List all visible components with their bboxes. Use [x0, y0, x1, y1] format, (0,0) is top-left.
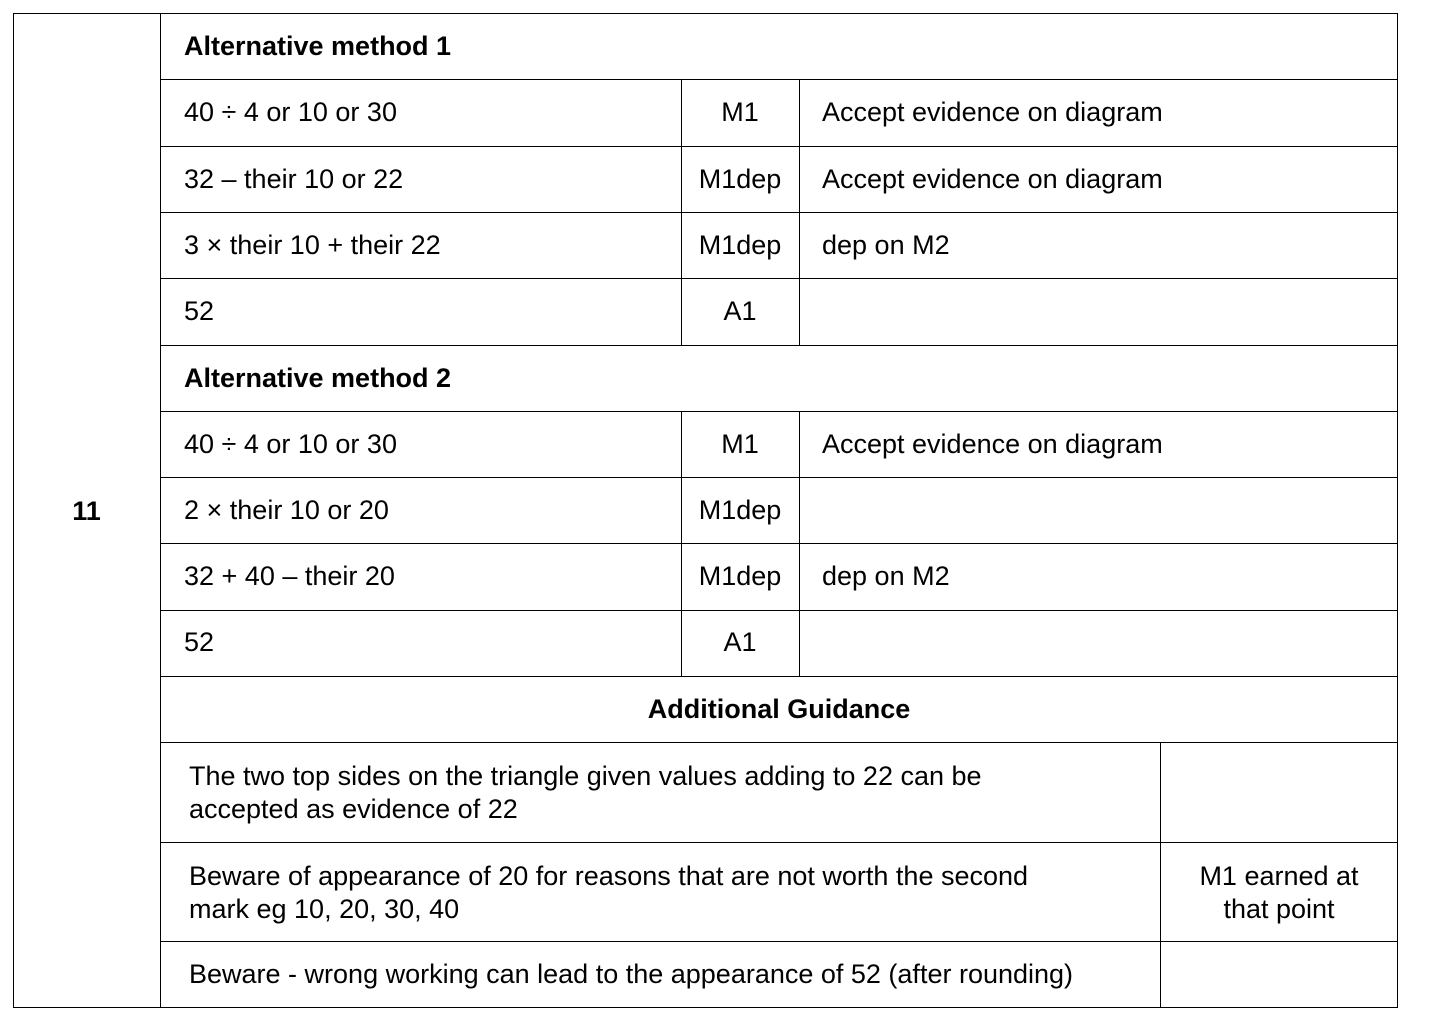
- row-line: [160, 676, 1398, 677]
- method2-mark: M1dep: [698, 561, 782, 591]
- method2-comment: Accept evidence on diagram: [822, 429, 1163, 459]
- method1-working: 52: [184, 296, 215, 326]
- border-right: [1397, 13, 1398, 1008]
- row-line: [160, 742, 1398, 743]
- border-bottom: [13, 1007, 1398, 1008]
- row-line: [160, 411, 1398, 412]
- comment-column-divider: [799, 411, 800, 677]
- method2-working: 2 × their 10 or 20: [184, 495, 389, 525]
- guidance-note: M1 earned at: [1199, 861, 1359, 891]
- row-line: [160, 345, 1398, 346]
- method1-working: 3 × their 10 + their 22: [184, 230, 441, 260]
- guidance-text: Beware of appearance of 20 for reasons that are not worth the second: [189, 861, 1029, 891]
- method2-mark: M1: [721, 429, 759, 459]
- comment-column-divider: [799, 79, 800, 346]
- method1-comment: Accept evidence on diagram: [822, 164, 1163, 194]
- row-line: [160, 543, 1398, 544]
- method2-working: 40 ÷ 4 or 10 or 30: [184, 429, 397, 459]
- row-line: [160, 146, 1398, 147]
- method2-mark: M1dep: [698, 495, 782, 525]
- guidance-text: The two top sides on the triangle given values adding to 22 can be: [189, 761, 982, 791]
- row-line: [160, 842, 1398, 843]
- method1-mark: M1dep: [698, 164, 782, 194]
- row-line: [160, 212, 1398, 213]
- guidance-text: Beware - wrong working can lead to the appearance of 52 (after rounding): [189, 959, 1074, 989]
- guidance-text: mark eg 10, 20, 30, 40: [189, 894, 460, 924]
- border-top: [13, 13, 1398, 14]
- question-number: 11: [72, 496, 101, 526]
- method1-working: 32 – their 10 or 22: [184, 164, 404, 194]
- method2-mark: A1: [723, 627, 757, 657]
- method1-comment: Accept evidence on diagram: [822, 97, 1163, 127]
- row-line: [160, 610, 1398, 611]
- method2-comment: dep on M2: [822, 561, 950, 591]
- row-line: [160, 278, 1398, 279]
- row-line: [160, 941, 1398, 942]
- method1-comment: dep on M2: [822, 230, 950, 260]
- row-line: [160, 79, 1398, 80]
- guidance-text: accepted as evidence of 22: [189, 794, 518, 824]
- guidance-title: Additional Guidance: [647, 694, 911, 724]
- method1-mark: M1: [721, 97, 759, 127]
- method2-title: Alternative method 2: [184, 363, 452, 393]
- method2-working: 52: [184, 627, 215, 657]
- method1-mark: M1dep: [698, 230, 782, 260]
- method2-working: 32 + 40 – their 20: [184, 561, 395, 591]
- guidance-note: that point: [1223, 894, 1335, 924]
- method1-title: Alternative method 1: [184, 31, 452, 61]
- row-line: [160, 477, 1398, 478]
- method1-mark: A1: [723, 296, 757, 326]
- question-column-divider: [160, 13, 161, 1008]
- method1-working: 40 ÷ 4 or 10 or 30: [184, 97, 397, 127]
